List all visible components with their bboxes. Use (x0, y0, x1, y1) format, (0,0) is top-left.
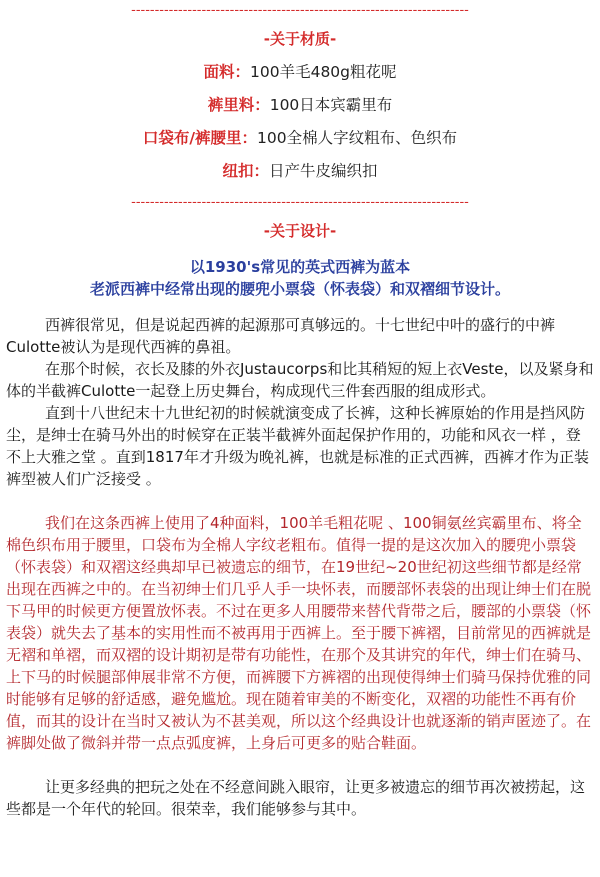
design-subtitle-line-1: 以1930's常见的英式西裤为蓝本 (189, 258, 411, 276)
product-description-page (0, 2, 600, 877)
material-label: 口袋布/裤腰里： (142, 129, 258, 147)
design-detail-paragraph: 我们在这条西裤上使用了4种面料，100羊毛粗花呢 、100铜氨丝宾霸里布、将全棉色织布用于腰里，口袋布为全棉人字纹老粗布。值得一提的是这次加入的腰兜小票袋（怀表袋）和双褶这经典却早已被遗忘的细节，在19世纪~20世纪初这些细节都是经常出现在西裤之中的。在当初绅士们几乎人手一块怀表，而腰部怀表袋的出现让绅士们在脱下马甲的时候更方便置放怀表。不过在更多人用腰带来替代背带之后，腰部的小票袋（怀表袋）就失去了基本的实用性而不被再用于西裤上。至于腰下裤褶，目前常见的西裤就是无褶和单褶，而双褶的设计期初是带有功能性，在那个及其讲究的年代，绅士们在骑马、上下马的时候腿部伸展非常不方便，而裤腰下方裤褶的出现使得绅士们骑马保持优雅的同时能够有足够的舒适感，避免尴尬。现在随着审美的不断变化，双褶的功能性不再有价值，而其的设计在当时又被认为不甚美观，所以这个经典设计也就逐渐的销声匿迹了。在裤脚处做了微斜并带一点点弧度裤，上身后可更多的贴合鞋面。 (6, 514, 592, 752)
closing-paragraph: 让更多经典的把玩之处在不经意间跳入眼帘，让更多被遗忘的细节再次被捞起，这些都是一个年代的轮回。很荣幸，我们能够参与其中。 (6, 778, 586, 818)
design-subtitle-line-2: 老派西裤中经常出现的腰兜小票袋（怀表袋）和双褶细节设计。 (89, 280, 510, 298)
divider-top: ------------------------------------------------------------------------ (131, 3, 469, 18)
material-item-fabric (6, 56, 594, 89)
history-paragraph-3: 直到十八世纪末十九世纪初的时候就演变成了长裤，这种长裤原始的作用是挡风防尘，是绅士在骑马外出的时候穿在正装半截裤外面起保护作用的，功能和风衣一样 ，登不上大雅之堂 。直到1817年才升级为晚礼裤，也就是标准的正式西裤，西裤才作为正装裤型被人们广泛接受 。 (6, 404, 589, 488)
history-text (6, 314, 594, 490)
material-value: 100全棉人字纹粗布、色织布 (257, 129, 458, 147)
materials-section-title: -关于材质- (263, 30, 337, 48)
material-value: 100日本宾霸里布 (269, 96, 393, 114)
history-paragraph-1: 西裤很常见，但是说起西裤的起源那可真够远的。十七世纪中叶的盛行的中裤Culotte被认为是现代西裤的鼻祖。 (6, 316, 556, 356)
design-subtitle (6, 256, 594, 300)
design-section-title: -关于设计- (263, 222, 337, 240)
material-value: 100羊毛480g粗花呢 (250, 63, 397, 81)
divider-middle: ------------------------------------------------------------------------ (131, 195, 469, 210)
material-label: 裤里料： (207, 96, 270, 114)
material-item-button (6, 155, 594, 188)
history-paragraph-2: 在那个时候，衣长及膝的外衣Justaucorps和比其稍短的短上衣Veste，以及紧身和体的半截裤Culotte一起登上历史舞台，构成现代三件套西服的组成形式。 (6, 360, 594, 400)
materials-list (6, 56, 594, 188)
material-label: 纽扣： (222, 162, 269, 180)
material-value: 日产牛皮编织扣 (269, 162, 378, 180)
material-item-pocket (6, 122, 594, 155)
material-item-lining (6, 89, 594, 122)
material-label: 面料： (203, 63, 250, 81)
